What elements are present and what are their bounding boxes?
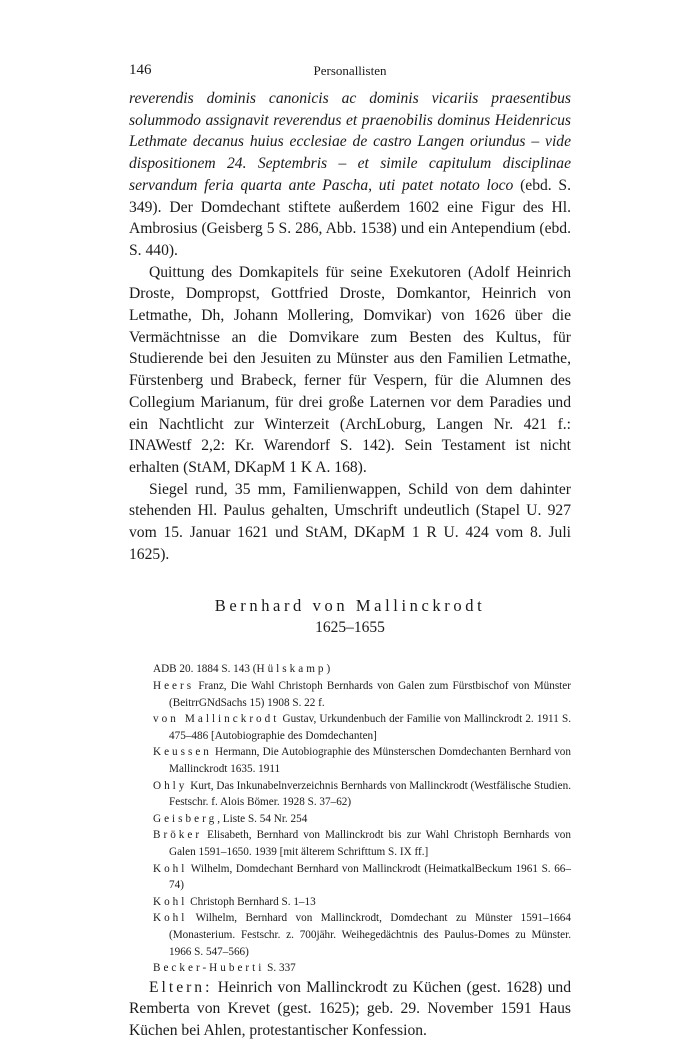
literature-entry: [129, 811, 571, 828]
eltern-text: Heinrich von Mallinckrodt zu Küchen (gest. 1628) und Remberta von Krevet (gest. 1625); geb. 29. November 1591 Haus Küchen bei Ahlen, protestantischer Konfession.: [129, 978, 571, 1040]
literature-text: Kurt, Das Inkunabelnverzeichnis Bernhards von Mallinckrodt (Westfälische Studien. Festschr. f. Alois Bömer. 1928 S. 37–62): [169, 779, 571, 809]
page-number: 146: [129, 62, 152, 78]
literature-author: Kohl: [153, 895, 188, 908]
page-body: [129, 88, 571, 1042]
literature-text: ADB 20. 1884 S. 143 (: [153, 663, 257, 676]
literature-text: Wilhelm, Bernhard von Mallinckrodt, Domdechant zu Münster 1591–1664 (Monasterium. Festschr. z. 700jähr. Weihegedächtnis des Paulus-Domes zu Münster. 1966 S. 547–566): [169, 912, 571, 958]
section-heading: [129, 595, 571, 639]
literature-entry: [129, 827, 571, 860]
paragraph-eltern: [129, 977, 571, 1042]
literature-text: Wilhelm, Domdechant Bernhard von Mallinckrodt (HeimatkalBeckum 1961 S. 66–74): [169, 862, 571, 892]
literature-author: Ohly: [153, 779, 188, 792]
paragraph-quittung: Quittung des Domkapitels für seine Exekutoren (Adolf Heinrich Droste, Dompropst, Gottfried Droste, Domkantor, Heinrich von Letmathe, Dh, Johann Mollering, Domvikar) von 1626 über die Vermächtnisse an die Domvikare zum Besten des Kultus, für Studierende bei den Jesuiten zu Münster aus den Familien Letmathe, Fürstenberg und Brabeck, ferner für Vespern, für die Alumnen des Collegium Marianum, für drei große Laternen vor dem Paradies und ein Nachtlicht zur Winterzeit (ArchLoburg, Langen Nr. 421 f.: INAWestf 2,2: Kr. Warendorf S. 142). Sein Testament ist nicht erhalten (StAM, DKapM 1 K A. 168).: [129, 263, 571, 476]
literature-entry: [129, 861, 571, 894]
literature-author: Geisberg: [153, 812, 218, 825]
paragraph-siegel: Siegel rund, 35 mm, Familienwappen, Schild von dem dahinter stehenden Hl. Paulus gehalten, Umschrift undeutlich (Stapel U. 927 vom 15. Januar 1621 und StAM, DKapM 1 R U. 424 vom 8. Juli 1625).: [129, 480, 571, 563]
literature-author: Bröker: [153, 829, 203, 842]
literature-text: Christoph Bernhard S. 1–13: [187, 895, 316, 908]
literature-text: , Liste S. 54 Nr. 254: [217, 812, 308, 825]
latin-quote: reverendis dominis canonicis ac dominis vicariis praesentibus solummodo assignavit reverendus et praenobilis dominus Heidenricus Lethmate decanus huius ecclesiae de castro Langen oriundus – vide dispositionem 24. Septembris – et simile capitulum disciplinae servandum feria quarta ante Pascha, uti patet notato loco: [129, 90, 571, 194]
literature-list: [129, 661, 571, 976]
literature-author: Keussen: [153, 746, 212, 759]
literature-author: Hülskamp: [256, 663, 327, 676]
literature-author: Kohl: [153, 862, 188, 875]
section-years: 1625–1655: [315, 619, 385, 637]
literature-entry: [129, 711, 571, 744]
literature-entry: [129, 778, 571, 811]
running-title: Personallisten: [313, 63, 387, 78]
literature-entry: [129, 960, 571, 977]
literature-text: Hermann, Die Autobiographie des Münsterschen Domdechanten Bernhard von Mallinckrodt 1635. 1911: [169, 746, 571, 776]
literature-text: Franz, Die Wahl Christoph Bernhards von Galen zum Fürstbischof von Münster (BeitrrGNdSachs 15) 1908 S. 22 f.: [169, 680, 571, 709]
literature-text: S. 337: [264, 962, 296, 975]
literature-entry: [129, 744, 571, 777]
eltern-label: Eltern:: [149, 978, 213, 996]
literature-entry: [129, 678, 571, 711]
page-header: [129, 62, 571, 82]
literature-author: Becker-Huberti: [153, 962, 265, 975]
literature-text: Elisabeth, Bernhard von Mallinckrodt bis zur Wahl Christoph Bernhards von Galen 1591–1650. 1939 [mit älterem Schrifttum S. IX ff.]: [169, 829, 571, 858]
literature-text: Gustav, Urkundenbuch der Familie von Mallinckrodt 2. 1911 S. 475–486 [Autobiographie des Domdechanten]: [169, 713, 571, 742]
literature-entry: [129, 661, 571, 678]
literature-author: Heers: [153, 680, 195, 693]
literature-text: ): [326, 663, 331, 676]
paragraph-continuation-text: (ebd. S. 349). Der Domdechant stiftete außerdem 1602 eine Figur des Hl. Ambrosius (Geisberg 5 S. 286, Abb. 1538) und ein Antependium (ebd. S. 440).: [129, 176, 571, 259]
literature-entry: [129, 910, 571, 960]
literature-author: Kohl: [153, 912, 188, 925]
literature-author: von Mallinckrodt: [153, 713, 280, 726]
section-name: Bernhard von Mallinckrodt: [214, 596, 486, 616]
paragraph-continuation: [129, 88, 571, 262]
literature-entry: [129, 894, 571, 911]
